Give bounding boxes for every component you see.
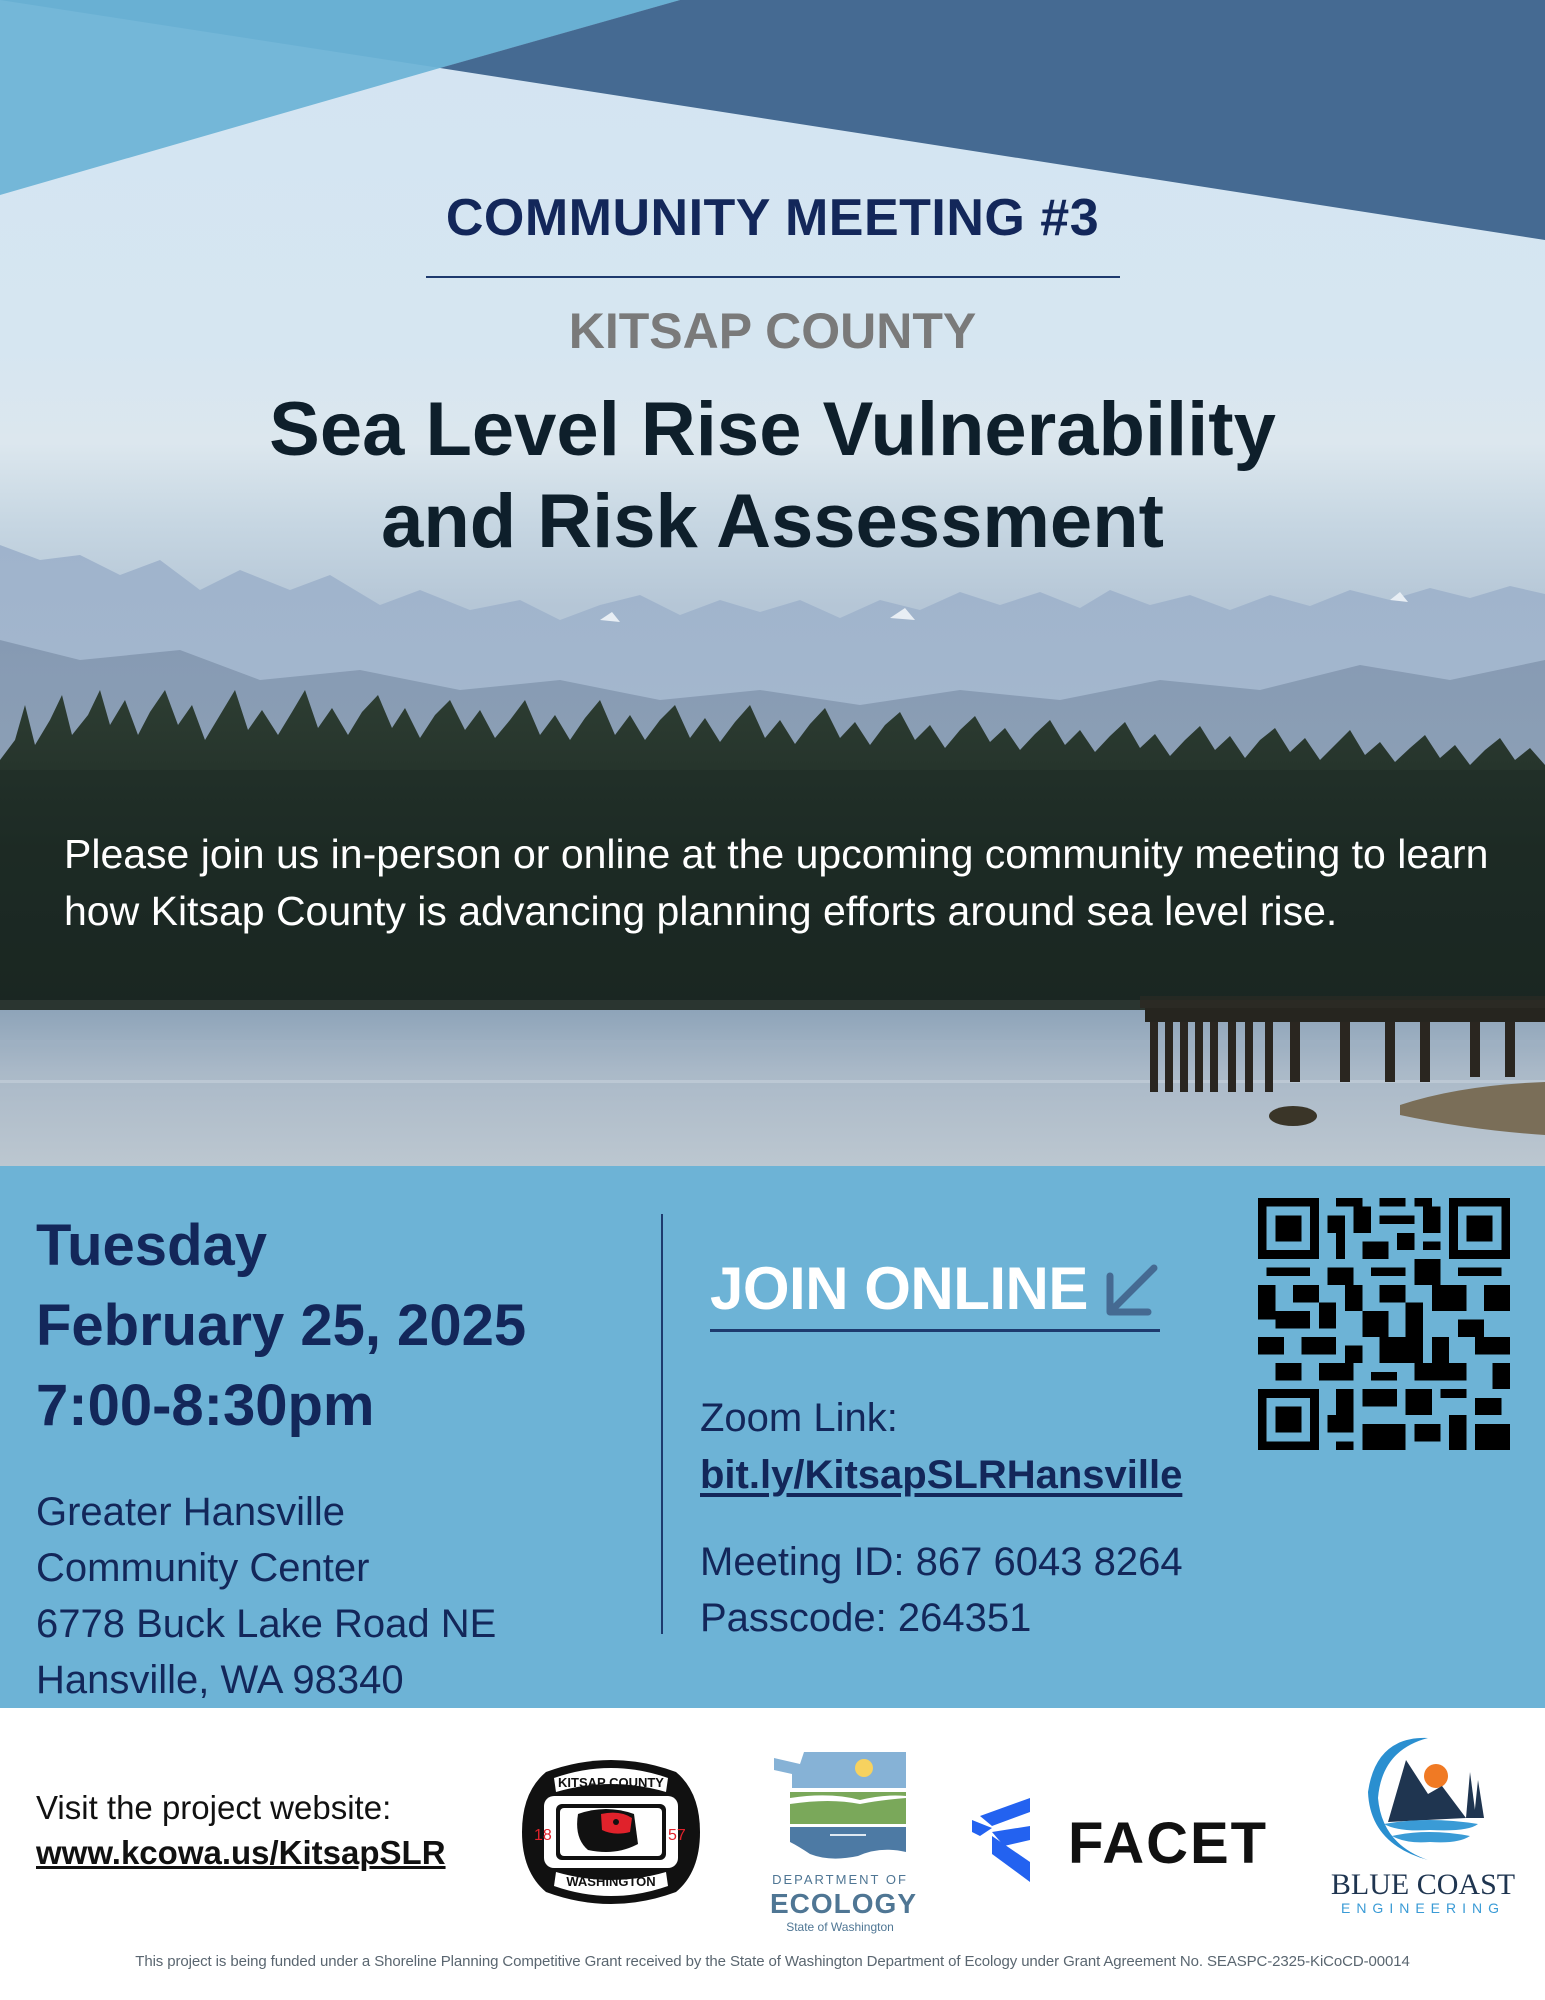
svg-text:57: 57	[668, 1827, 686, 1844]
page-title	[0, 384, 1545, 568]
project-website-block	[36, 1786, 446, 1876]
ecology-dept-label: DEPARTMENT OF	[772, 1872, 908, 1887]
blue-coast-name: BLUE COAST	[1330, 1868, 1516, 1901]
event-date: February 25, 2025	[36, 1293, 527, 1358]
facet-wordmark: FACET	[1068, 1811, 1269, 1876]
ecology-state-label: State of Washington	[786, 1920, 894, 1934]
vertical-divider	[661, 1214, 663, 1634]
meeting-number-heading: COMMUNITY MEETING #3	[445, 189, 1100, 247]
grant-disclaimer: This project is being funded under a Shoreline Planning Competitive Grant received by the State of Washington Department of Ecology under Grant Agreement No. SEASPC-2325-KiCoCD-00014	[135, 1953, 1410, 1970]
event-day: Tuesday	[36, 1213, 268, 1278]
arrow-down-left-icon	[1102, 1262, 1160, 1320]
city-address: Hansville, WA 98340	[36, 1658, 404, 1702]
mountain-wave-icon	[1318, 1732, 1528, 1867]
county-name: KITSAP COUNTY	[568, 303, 977, 359]
facet-mark-icon	[970, 1796, 1040, 1886]
svg-text:18: 18	[534, 1827, 552, 1844]
blue-coast-sub: ENGINEERING	[1340, 1900, 1505, 1916]
venue-line-1: Greater Hansville	[36, 1490, 346, 1534]
blue-coast-engineering-logo	[1318, 1732, 1528, 1922]
title-line-1: Sea Level Rise Vulnerability	[269, 387, 1276, 472]
venue-line-2: Community Center	[36, 1546, 370, 1590]
department-of-ecology-logo	[770, 1748, 918, 1934]
join-online-label: JOIN ONLINE	[710, 1255, 1088, 1322]
svg-text:KITSAP COUNTY: KITSAP COUNTY	[558, 1775, 664, 1790]
event-info-panel	[0, 1166, 1545, 1708]
join-online-heading	[710, 1254, 1160, 1323]
heading-divider	[426, 276, 1120, 278]
title-line-2: and Risk Assessment	[381, 479, 1164, 564]
intro-paragraph: Please join us in-person or online at the upcoming community meeting to learn how Kitsap County is advancing planning efforts around sea level rise.	[64, 831, 1489, 934]
zoom-link[interactable]: bit.ly/KitsapSLRHansville	[700, 1453, 1183, 1497]
event-time: 7:00-8:30pm	[36, 1373, 375, 1438]
qr-code-icon[interactable]	[1258, 1198, 1510, 1450]
zoom-link-label: Zoom Link:	[700, 1396, 898, 1440]
in-person-details	[36, 1206, 526, 1708]
facet-logo	[970, 1796, 1300, 1886]
kitsap-county-seal-logo	[516, 1752, 706, 1912]
meeting-id: Meeting ID: 867 6043 8264	[700, 1540, 1183, 1584]
join-online-underline	[710, 1329, 1160, 1332]
passcode: Passcode: 264351	[700, 1596, 1032, 1640]
ecology-name-label: ECOLOGY	[770, 1888, 918, 1919]
street-address: 6778 Buck Lake Road NE	[36, 1602, 497, 1646]
footer	[0, 1708, 1545, 2000]
website-label: Visit the project website:	[36, 1789, 392, 1826]
washington-state-icon	[770, 1748, 910, 1868]
venue-address	[36, 1484, 526, 1708]
project-website-link[interactable]: www.kcowa.us/KitsapSLR	[36, 1834, 446, 1871]
svg-text:WASHINGTON: WASHINGTON	[566, 1874, 656, 1889]
